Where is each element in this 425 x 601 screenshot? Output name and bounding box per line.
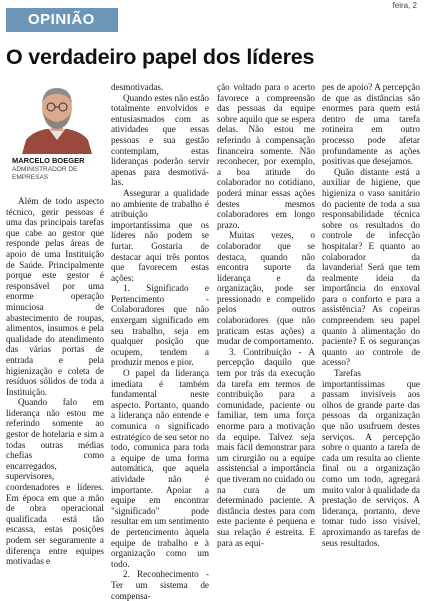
section-label: OPINIÃO — [28, 11, 95, 28]
paragraph: Quando estes não estão totalmente envolvidos e entusiasmados com as atividades que essas pessoas e sua gestão contemplam, estas lideranças poderão servir apenas para desmotivá-las. — [111, 92, 209, 188]
paragraph: Assegurar a qualidade no ambiente de trabalho é atribuição importantíssima que os líderes não podem se furtar. Gostaria de destacar aqui três pontos que favorecem estas ações: — [111, 187, 209, 283]
author-name: MARCELO BOEGER — [12, 156, 85, 165]
page-date-fragment: feira, 2 — [392, 1, 417, 10]
paragraph: 1. Significado e Pertencimento - Colaboradores que não enxergam significado em seu trabalho, seja em qualquer posição que ocupem, tendem a produzir menos e pior. — [111, 283, 209, 368]
paragraph: Tarefas importantíssimas que passam invisíveis aos olhos de grande parte das pessoas da organização que não usufruem destes serviços. A percepção sobre o quanto a tarefa de cada um resulta ao cliente final ou a organização como um todo, agregará muito valor à qualidade da prestação de serviços. A liderança, portanto, deve tomar tudo isso visível, aproximando as tarefas de seus resultados. — [322, 368, 420, 548]
paragraph: Além de todo aspecto técnico, gerir pessoas é uma das principais tarefas que cabe ao gestor que responde pelas áreas de apoio de uma Instituição de Saúde. Principalmente porque este gestor é responsável por uma enorme operação minuciosa de abastecimento de roupas, alimentos, insumos e pela qualidade do atendimento das várias portas de entrada e pela higienização e coleta de resíduos sólidos de toda a Instituição. — [6, 196, 104, 397]
paragraph: Quão distante está a auxiliar de higiene, que higieniza o vaso sanitário do paciente de toda a sua responsabilidade técnica sobre os resultados do controle de infecção hospitalar? E quanto ao colaborador da lavanderia! Será que tem realmente ideia da importância do enxoval para o conforto e para a assistência? As copeiras compreendem seu papel quanto à alimentação do paciente? E os seguranças quanto ao controle de acesso? — [322, 166, 420, 368]
article-column-1 — [6, 196, 104, 567]
article-column-2 — [111, 82, 209, 601]
author-role: ADMINISTRADOR DE EMPRESAS — [12, 166, 78, 182]
article-column-3 — [217, 82, 315, 548]
author-photo — [12, 82, 102, 154]
paragraph: 3. Contribuição - A percepção daquilo que tem por trás da execução da tarefa em termos de contribuição para a comunidade, paciente ou familiar, tem uma força enorme para a motivação da equipe. Talvez seja mais fácil demonstrar para um cirurgião ou a equipe assistencial a importância que tiveram no cuidado ou na cura de um determinado paciente. A distância destes para com este paciente é pequena e sua relação é estreita. E para as equi- — [217, 346, 315, 548]
paragraph: ção voltado para o acerto favorece a compreensão das pessoas da equipe sobre aquilo que se espera delas. Não estou me referindo à compensação financeira somente. Não reconhecer, por exemplo, a boa atitude do colaborador no cotidiano, poderá minar essas ações destes mesmos colaboradores em longo prazo. — [217, 82, 315, 230]
article-column-4 — [322, 82, 420, 548]
paragraph: desmotivadas. — [111, 82, 164, 92]
section-banner — [6, 8, 118, 32]
paragraph: O papel da liderança imediata é também fundamental neste aspecto. Portanto, quando a liderança não entende e comunica o significado estratégico de seu setor no todo, comunica para toda a equipe de uma forma automática, que aquela atividade não é importante. Apoiar a equipe em encontrar "significado" pode resultar em um sentimento de pertencimento àquela equipe de trabalho e à organização como um todo. — [111, 368, 209, 569]
paragraph: Muitas vezes, o colaborador que se destaca, quando não encontra suporte da liderança e da organização, pode ser pressionado e compelido pelos outros colaboradores (que não praticam estas ações) a mudar de comportamento. — [217, 230, 315, 347]
article-headline: O verdadeiro papel dos líderes — [6, 45, 315, 69]
paragraph: Quando falo em liderança não estou me referindo somente ao gestor de hotelaria e sim a todas outras médias chefias como encarregados, supervisores, coordenadores e líderes. Em época em que a mão de obra operacional qualificada está tão escassa, estas posições podem ser seguramente a diferença entre equipes motivadas e — [6, 397, 104, 567]
paragraph: pes de apoio? A percepção de que as distâncias são enormes para quem está dentro de uma tarefa rotineira em outro processo pode afetar profundamente as ações positivas que desejamos. — [322, 82, 420, 167]
paragraph: 2. Reconhecimento - Ter um sistema de compensa- — [111, 569, 209, 601]
